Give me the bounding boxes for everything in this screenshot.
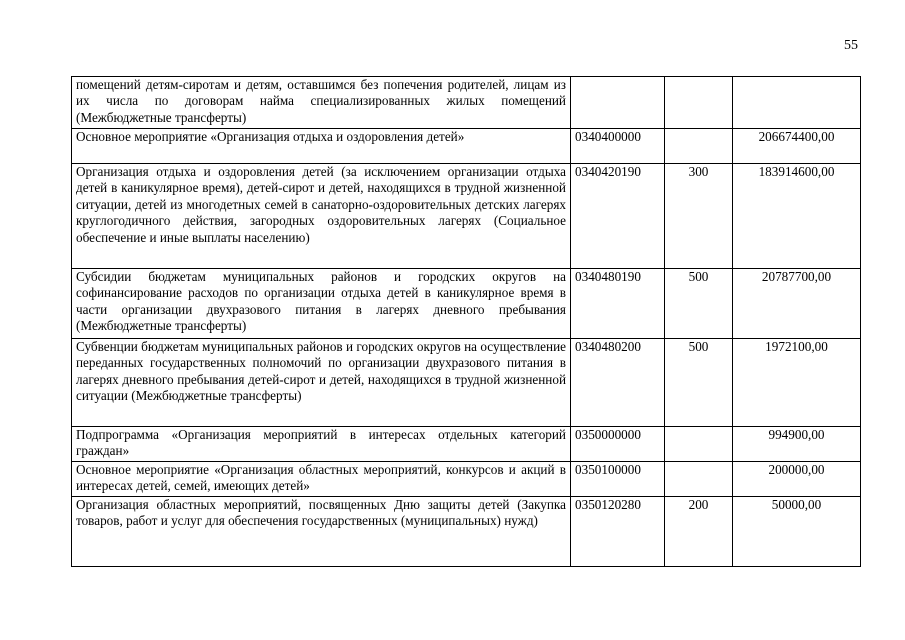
table-row bbox=[72, 339, 861, 427]
table-row bbox=[72, 427, 861, 462]
row-type bbox=[665, 427, 733, 462]
row-amount: 50000,00 bbox=[733, 497, 861, 567]
row-name: Организация областных мероприятий, посвященных Дню защиты детей (Закупка товаров, работ и услуг для обеспечения государственных (муниципальных) нужд) bbox=[72, 497, 571, 567]
row-type bbox=[665, 462, 733, 497]
row-code: 0340420190 bbox=[571, 164, 665, 269]
row-amount: 1972100,00 bbox=[733, 339, 861, 427]
row-code: 0340480200 bbox=[571, 339, 665, 427]
row-type: 500 bbox=[665, 339, 733, 427]
row-type bbox=[665, 129, 733, 164]
row-type: 200 bbox=[665, 497, 733, 567]
budget-table bbox=[71, 76, 861, 567]
table-row bbox=[72, 129, 861, 164]
table-row bbox=[72, 164, 861, 269]
row-code: 0340480190 bbox=[571, 269, 665, 339]
table-row bbox=[72, 269, 861, 339]
row-amount: 20787700,00 bbox=[733, 269, 861, 339]
table-row bbox=[72, 497, 861, 567]
row-type: 300 bbox=[665, 164, 733, 269]
row-name: Субвенции бюджетам муниципальных районов и городских округов на осуществление переданных государственных полномочий по организации двухразового питания в лагерях дневного пребывания детей-сирот и детей, находящихся в трудной жизненной ситуации (Межбюджетные трансферты) bbox=[72, 339, 571, 427]
row-amount: 183914600,00 bbox=[733, 164, 861, 269]
row-amount: 206674400,00 bbox=[733, 129, 861, 164]
table-row bbox=[72, 77, 861, 129]
row-code: 0340400000 bbox=[571, 129, 665, 164]
row-code: 0350000000 bbox=[571, 427, 665, 462]
row-amount bbox=[733, 77, 861, 129]
row-amount: 200000,00 bbox=[733, 462, 861, 497]
row-name: помещений детям-сиротам и детям, оставшимся без попечения родителей, лицам из их числа по договорам найма специализированных жилых помещений (Межбюджетные трансферты) bbox=[72, 77, 571, 129]
row-name: Субсидии бюджетам муниципальных районов и городских округов на софинансирование расходов по организации отдыха детей в каникулярное время в части организации двухразового питания в лагерях дневного пребывания (Межбюджетные трансферты) bbox=[72, 269, 571, 339]
row-code bbox=[571, 77, 665, 129]
row-type bbox=[665, 77, 733, 129]
row-code: 0350100000 bbox=[571, 462, 665, 497]
table-row bbox=[72, 462, 861, 497]
row-amount: 994900,00 bbox=[733, 427, 861, 462]
row-name: Подпрограмма «Организация мероприятий в интересах отдельных категорий граждан» bbox=[72, 427, 571, 462]
row-name: Основное мероприятие «Организация областных мероприятий, конкурсов и акций в интересах детей, семей, имеющих детей» bbox=[72, 462, 571, 497]
page-number: 55 bbox=[844, 38, 858, 53]
row-name: Организация отдыха и оздоровления детей (за исключением организации отдыха детей в каникулярное время), детей-сирот и детей, находящихся в трудной жизненной ситуации, детей из многодетных семей в санаторно-оздоровительных детских лагерях круглогодичного действия, загородных оздоровительных лагерях (Социальное обеспечение и иные выплаты населению) bbox=[72, 164, 571, 269]
row-type: 500 bbox=[665, 269, 733, 339]
row-code: 0350120280 bbox=[571, 497, 665, 567]
row-name: Основное мероприятие «Организация отдыха и оздоровления детей» bbox=[72, 129, 571, 164]
